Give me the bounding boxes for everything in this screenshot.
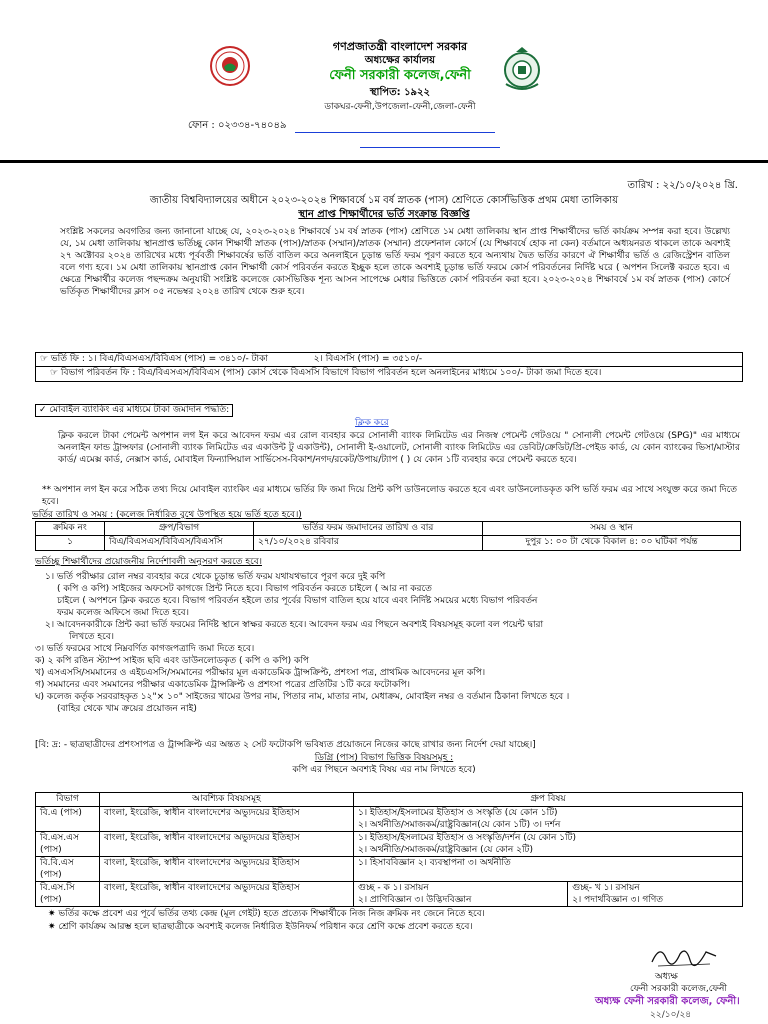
table-cell: ১ xyxy=(36,536,105,550)
group-cell xyxy=(354,857,743,882)
table-cell: বিএ/বিএসএস/বিবিএস/বিএসসি xyxy=(105,536,254,550)
notice-date: তারিখ : ২২/১০/২০২৪ খ্রি. xyxy=(627,180,738,191)
degree-subjects-title: ডিগ্রি (পাস) বিভাগ ভিত্তিক বিষয়সমূহ : xyxy=(314,753,454,763)
header-divider xyxy=(0,160,768,163)
admission-fee-cell xyxy=(36,353,743,367)
instruction-line: ২। আবেদনকারীকে প্রিন্ট করা ভর্তি ফরমের নির্দিষ্ট স্থানে স্বাক্ষর করতে হবে। আবেদন ফরম এর পিছনে অবশ্যই বিষয়সমূহ কলো বল পয়েন্ট দ্বারা xyxy=(45,620,544,630)
group-cell xyxy=(568,882,743,907)
group-line: ১। হিসাববিজ্ঞান ২। ব্যবস্থাপনা ৩। অর্থনীতি xyxy=(358,858,511,869)
mobile-banking-heading: ✓ মোবাইল ব্যাংকিং এর মাধ্যমে টাকা জমাদান পদ্ধতি: xyxy=(35,404,233,417)
instructions-heading: ভর্তিচ্ছু শিক্ষার্থীদের প্রয়োজনীয় নির্দেশাবলী অনুসরণ করতে হবে। xyxy=(35,557,262,567)
column-header: ক্রমিক নং xyxy=(36,522,105,536)
table-row xyxy=(36,522,741,536)
schedule-table xyxy=(35,521,741,551)
department-cell: বি.বি.এস (পাস) xyxy=(36,857,100,882)
admission-fee-science: ২। বিএসসি (পাস) = ৩৫১০/- xyxy=(313,354,423,364)
compulsory-cell: বাংলা, ইংরেজি, স্বাধীন বাংলাদেশের অভ্যুদয়ের ইতিহাস xyxy=(100,857,354,882)
college-logo-icon xyxy=(498,44,546,92)
instruction-line: ( কপি ও কপি) সাইজের অফসেট কাগজে প্রিন্ট নিতে হবে। বিভাগ পরিবর্তন করতে চাইলে ( আর না করতে xyxy=(57,584,432,594)
table-row xyxy=(36,367,743,381)
department-change-fee: ☞ বিভাগ পরিবর্তন ফি : বিএ/বিএসএস/বিবিএস (পাস) কোর্স থেকে বিএসসি বিভাগে বিভাগ পরিবর্তন হলে অনলাইনের মাধ্যমে ১০০/- টাকা জমা দিতে হবে। xyxy=(36,367,743,381)
group-line: ১। ইতিহাস/ইসলামের ইতিহাস ও সংস্কৃতি/দর্শন (যে কোন ১টি) xyxy=(358,833,577,844)
group-line: ২। অর্থনীতি/সমাজকর্ম/রাষ্ট্রবিজ্ঞান(যে কোন ১টি) ৩। দর্শন xyxy=(358,820,561,831)
instruction-line: চাইলে ( অপশনে ক্লিক করতে হবে। বিভাগ পরিবর্তন হইলে তার পূর্বের বিভাগ বাতিল হয়ে যাবে এবং নির্দিষ্ট সময়ের মধ্যে বিভাগ পরিবর্তন xyxy=(57,596,538,606)
schedule-heading: ভর্তির তারিখ ও সময় : (কলেজ নির্ধারিত বুথে উপস্থিত হয়ে ভর্তি হতে হবে।) xyxy=(32,510,302,520)
instruction-line: ১। ভর্তি পরীক্ষার রোল নম্বর ব্যবহার করে থেকে চূড়ান্ত ভর্তি ফরম যথাযথভাবে পূরণ করে দুই কপি xyxy=(45,572,386,582)
group-line: ২। পদার্থবিজ্ঞান ৩। গণিত xyxy=(572,895,664,906)
group-line xyxy=(358,869,738,881)
group-cell xyxy=(354,882,568,907)
degree-subjects-subtitle: কপি এর পিছনে অবশ্যই বিষয় এর নাম লিখতে হবে) xyxy=(292,765,476,775)
instruction-line: ৩। ভর্তি ফরমের সাথে নিম্নবর্ণিত কাগজপত্রাদি জমা দিতে হবে। xyxy=(35,644,255,654)
column-header: আবশ্যিক বিষয়সমূহ xyxy=(100,793,354,807)
table-row xyxy=(36,793,743,807)
bangladesh-govt-logo-icon xyxy=(210,46,250,86)
group-cell xyxy=(354,832,743,857)
notice-paragraph: সংশ্লিষ্ট সকলের অবগতির জন্য জানানো যাচ্ছে যে, ২০২৩-২০২৪ শিক্ষাবর্ষে ১ম বর্ষ স্নাতক (পাস) শ্রেণিতে ১ম মেধা তালিকায় স্থান প্রাপ্ত শিক্ষার্থীদের ভর্তি কার্যক্রম সম্পন্ন করা হবে। উল্লেখ্য যে, ১ম মেধা তালিকায় স্থানপ্রাপ্ত ভর্তিচ্ছু কোন শিক্ষার্থী স্নাতক (পাস)/স্নাতক (সম্মান)/স্নাতক (সম্মান) প্রফেশনাল কোর্সে (যে শিক্ষাবর্ষে হোক না কেন) বর্তমানে অধ্যয়নরত থাকলে তাকে অবশ্যই ২৭ অক্টোবর ২০২৪ তারিখের মধ্যে পূর্ববর্তী শিক্ষাবর্ষের ভর্তি বাতিল করে অনলাইনে চূড়ান্ত ভর্তি ফরম পূরণ করতে হবে অন্যথায় দ্বৈত ভর্তির কারণে ঐ শিক্ষার্থীর ভর্তি ও রেজিস্ট্রেশন বাতিল বলে গণ্য হবে। ১ম মেধা তালিকায় স্থানপ্রাপ্ত কোন শিক্ষার্থী কোর্স পরিবর্তন করতে ইচ্ছুক হলে তাকে অবশ্যই চূড়ান্ত ভর্তি ফরমে কোর্স পরিবর্তনের নির্দিষ্ট ঘরে ( অপশন সিলেক্ট করতে হবে। এ ক্ষেত্রে শিক্ষার্থীর কলেজ পছন্দক্রম অনুযায়ী সংশ্লিষ্ট কলেজে কোর্সভিত্তিক শূন্য আসন সাপেক্ষে মেধার ভিত্তিতে কোর্স পরিবর্তন করা হবে। ২০২৩-২০২৪ শিক্ষাবর্ষে ১ম বর্ষ স্নাতক (পাস) কোর্সে ভর্তিকৃত শিক্ষার্থীদের ক্লাস ০৫ নভেম্বর ২০২৪ তারিখ থেকে শুরু হবে। xyxy=(60,227,730,297)
instructions-list xyxy=(35,571,740,715)
mobile-banking-text: ক্লিক করলে টাকা পেমেন্ট অপশান লগ ইন করে আবেদন ফরম এর রোল ব্যবহার করে সোনালী ব্যাংক লিমিটেড এর নিজস্ব পেমেন্ট গেটওয়ে " সোনালী পেমেন্ট গেটওয়ে (SPG)" এর মাধ্যমে অনলাইন ফান্ড ট্রান্সফার (সোনালী ব্যাংক লিমিটেড এর একাউন্ট টু একাউন্ট), সোনালী ই-ওয়ালেট, সোনালী ব্যাংক লিমিটেড এর ডেবিট/ক্রেডিট/প্রি-পেইড কার্ড, যে কোন ব্যাংকের ভিসা/মাস্টার কার্ড/ এমেক্স কার্ড, নেক্সাস কার্ড, মোবাইল ফিন্যান্সিয়াল সার্ভিসেস-বিকাশ/নগদ/রকেট/উপায়/ট্যাপ ( ) যে কোন ১টি ব্যবহার করে পেমেন্ট করতে হবে। xyxy=(58,431,740,465)
principal-signature-icon xyxy=(650,940,720,970)
group-line: ২। প্রাণিবিজ্ঞান ৩। উদ্ভিদবিজ্ঞান xyxy=(358,895,472,906)
phone-number: ফোন : ০২৩৩৪-৭৪০৪৯ xyxy=(188,120,287,131)
compulsory-cell: বাংলা, ইংরেজি, স্বাধীন বাংলাদেশের অভ্যুদয়ের ইতিহাস xyxy=(100,807,354,832)
office-name: অধ্যক্ষের কার্যালয় xyxy=(364,55,436,66)
table-row xyxy=(36,353,743,367)
instruction-line: গ) সমমানের এবং সমমানের পরীক্ষার একাডেমিক ট্রান্সক্রিপ্ট ও প্রশংসা পত্রের প্রতিটির ১টি করে ফটোকপি। xyxy=(35,680,410,690)
fee-table xyxy=(35,352,743,382)
notice-title: জাতীয় বিশ্ববিদ্যালয়ের অধীনে ২০২৩-২০২৪ শিক্ষাবর্ষে ১ম বর্ষ স্নাতক (পাস) শ্রেণিতে কোর্সভিত্তিক প্রথম মেধা তালিকায় xyxy=(149,195,619,206)
table-cell: ২৭/১০/২০২৪ রবিবার xyxy=(254,536,483,550)
mobile-banking-note: ** অপশান লগ ইন করে সঠিক তথ্য দিয়ে মোবাইল ব্যাংকিং এর মাধ্যমে ভর্তির ফি জমা দিয়ে প্রিন্ট কপি ডাউনলোড করতে হবে এবং ডাউনলোডকৃত কপি ভর্তি ফরম এর সাথে সংযুক্ত করে জমা দিতে হবে। xyxy=(42,485,737,507)
instruction-line: খ) এসএসসি/সমমানের ও এইচএসসি/সমমানের পরীক্ষার মূল একাডেমিক ট্রান্সক্রিপ্ট, প্রশংসা পত্র, প্রাথমিক আবেদনের মূল কপি। xyxy=(35,668,486,678)
table-row xyxy=(36,807,743,832)
table-row xyxy=(36,882,743,907)
column-header: ভর্তির ফরম জমাদানের তারিখ ও বার xyxy=(254,522,483,536)
signature-title: অধ্যক্ষ xyxy=(655,972,678,982)
established-year: স্থাপিত: ১৯২২ xyxy=(369,87,431,98)
official-stamp: অধ্যক্ষ ফেনী সরকারী কলেজ, ফেনী। xyxy=(595,996,740,1007)
group-line: ১। ইতিহাস/ইসলামের ইতিহাস ও সংস্কৃতি (যে কোন ১টি) xyxy=(358,808,558,819)
website-underline xyxy=(360,147,500,148)
college-name: ফেনী সরকারী কলেজ,ফেনী xyxy=(329,68,471,83)
table-row xyxy=(36,832,743,857)
column-header: বিভাগ xyxy=(36,793,100,807)
column-header: সময় ও স্থান xyxy=(483,522,741,536)
college-address: ডাকঘর-ফেনী,উপজেলা-ফেনী,জেলা-ফেনী xyxy=(324,102,476,112)
footer-notes xyxy=(48,908,738,934)
compulsory-cell: বাংলা, ইংরেজি, স্বাধীন বাংলাদেশের অভ্যুদয়ের ইতিহাস xyxy=(100,882,354,907)
signature-name: ফেনী সরকারী কলেজ,ফেনী xyxy=(630,984,727,994)
payment-click-link[interactable]: ক্লিক করে xyxy=(355,418,389,428)
table-cell: দুপুর ১: ০০ টা থেকে বিকাল ৪: ০০ ঘটিকা পর্যন্ত xyxy=(483,536,741,550)
notice-subtitle: স্থান প্রাপ্ত শিক্ষার্থীদের ভর্তি সংক্রান্ত বিজ্ঞপ্তি xyxy=(298,209,470,220)
footer-note: ✷ শ্রেণি কার্যক্রম আরম্ভ হলে ছাত্রছাত্রীকে অবশ্যই কলেজ নির্ধারিত ইউনিফর্ম পরিধান করে শ্রেণি কক্ষে প্রবেশ করতে হবে। xyxy=(48,922,473,932)
email-underline xyxy=(295,132,495,133)
department-cell: বি.এস.সি (পাস) xyxy=(36,882,100,907)
government-name: গণপ্রজাতন্ত্রী বাংলাদেশ সরকার xyxy=(332,40,468,53)
instruction-line: ফরম কলেজ অফিসে জমা দিতে হবে। xyxy=(57,608,189,618)
column-header: গ্রুপ/বিভাগ xyxy=(105,522,254,536)
compulsory-cell: বাংলা, ইংরেজি, স্বাধীন বাংলাদেশের অভ্যুদয়ের ইতিহাস xyxy=(100,832,354,857)
group-cell xyxy=(354,807,743,832)
instruction-line: ক) ২ কপি রঙিন স্ট্যাম্প সাইজ ছবি এবং ডাউনলোডকৃত ( কপি ও কপি) কপি xyxy=(35,656,310,666)
degree-subjects-table xyxy=(35,792,743,907)
instruction-line: (বাহির থেকে খাম ক্রয়ের প্রয়োজন নাই) xyxy=(57,704,197,714)
column-header: গ্রুপ বিষয় xyxy=(354,793,743,807)
footer-note: ✷ ভর্তির কক্ষে প্রবেশ এর পূর্বে ভর্তির তথ্য কেন্দ্র (মূল গেইট) হতে প্রত্যেক শিক্ষার্থীকে নিজ নিজ ক্রমিক নং জেনে নিতে হবে। xyxy=(48,909,485,919)
instruction-line: ঘ) কলেজ কর্তৃক সরবরাহকৃত ১২"× ১০" সাইজের খামের উপর নাম, পিতার নাম, মাতার নাম, মেধাক্রম, মোবাইল নম্বর ও বর্তমান ঠিকানা লিখতে হবে । xyxy=(35,692,570,702)
admission-fee-arts: ☞ ভর্তি ফি : ১। বিএ/বিএসএস/বিবিএস (পাস) = ৩৪১০/- টাকা xyxy=(40,354,269,364)
department-cell: বি.এস.এস (পাস) xyxy=(36,832,100,857)
department-cell: বি.এ (পাস) xyxy=(36,807,100,832)
group-line: গুচ্ছ - ক ১। রসায়ন xyxy=(358,883,429,894)
group-line: গুচ্ছ- খ ১। রসায়ন xyxy=(572,883,640,894)
group-line: ২। অর্থনীতি/সমাজকর্ম/রাষ্ট্রবিজ্ঞান (যে কোন ২টি) xyxy=(358,845,533,856)
stamp-date: ২২/১০/২৪ xyxy=(650,1010,692,1020)
table-row xyxy=(36,857,743,882)
note-line: [বি: দ্র: - ছাত্রছাত্রীদের প্রশংসাপত্র ও ট্রান্সক্রিপ্ট এর অন্তত ২ সেট ফটোকপি ভবিষ্যত প্রয়োজনে নিজের কাছে রাখার জন্য নির্দেশ দেয়া যাচ্ছে।] xyxy=(35,740,536,750)
table-row xyxy=(36,536,741,550)
instruction-line: লিখতে হবে। xyxy=(69,632,114,642)
